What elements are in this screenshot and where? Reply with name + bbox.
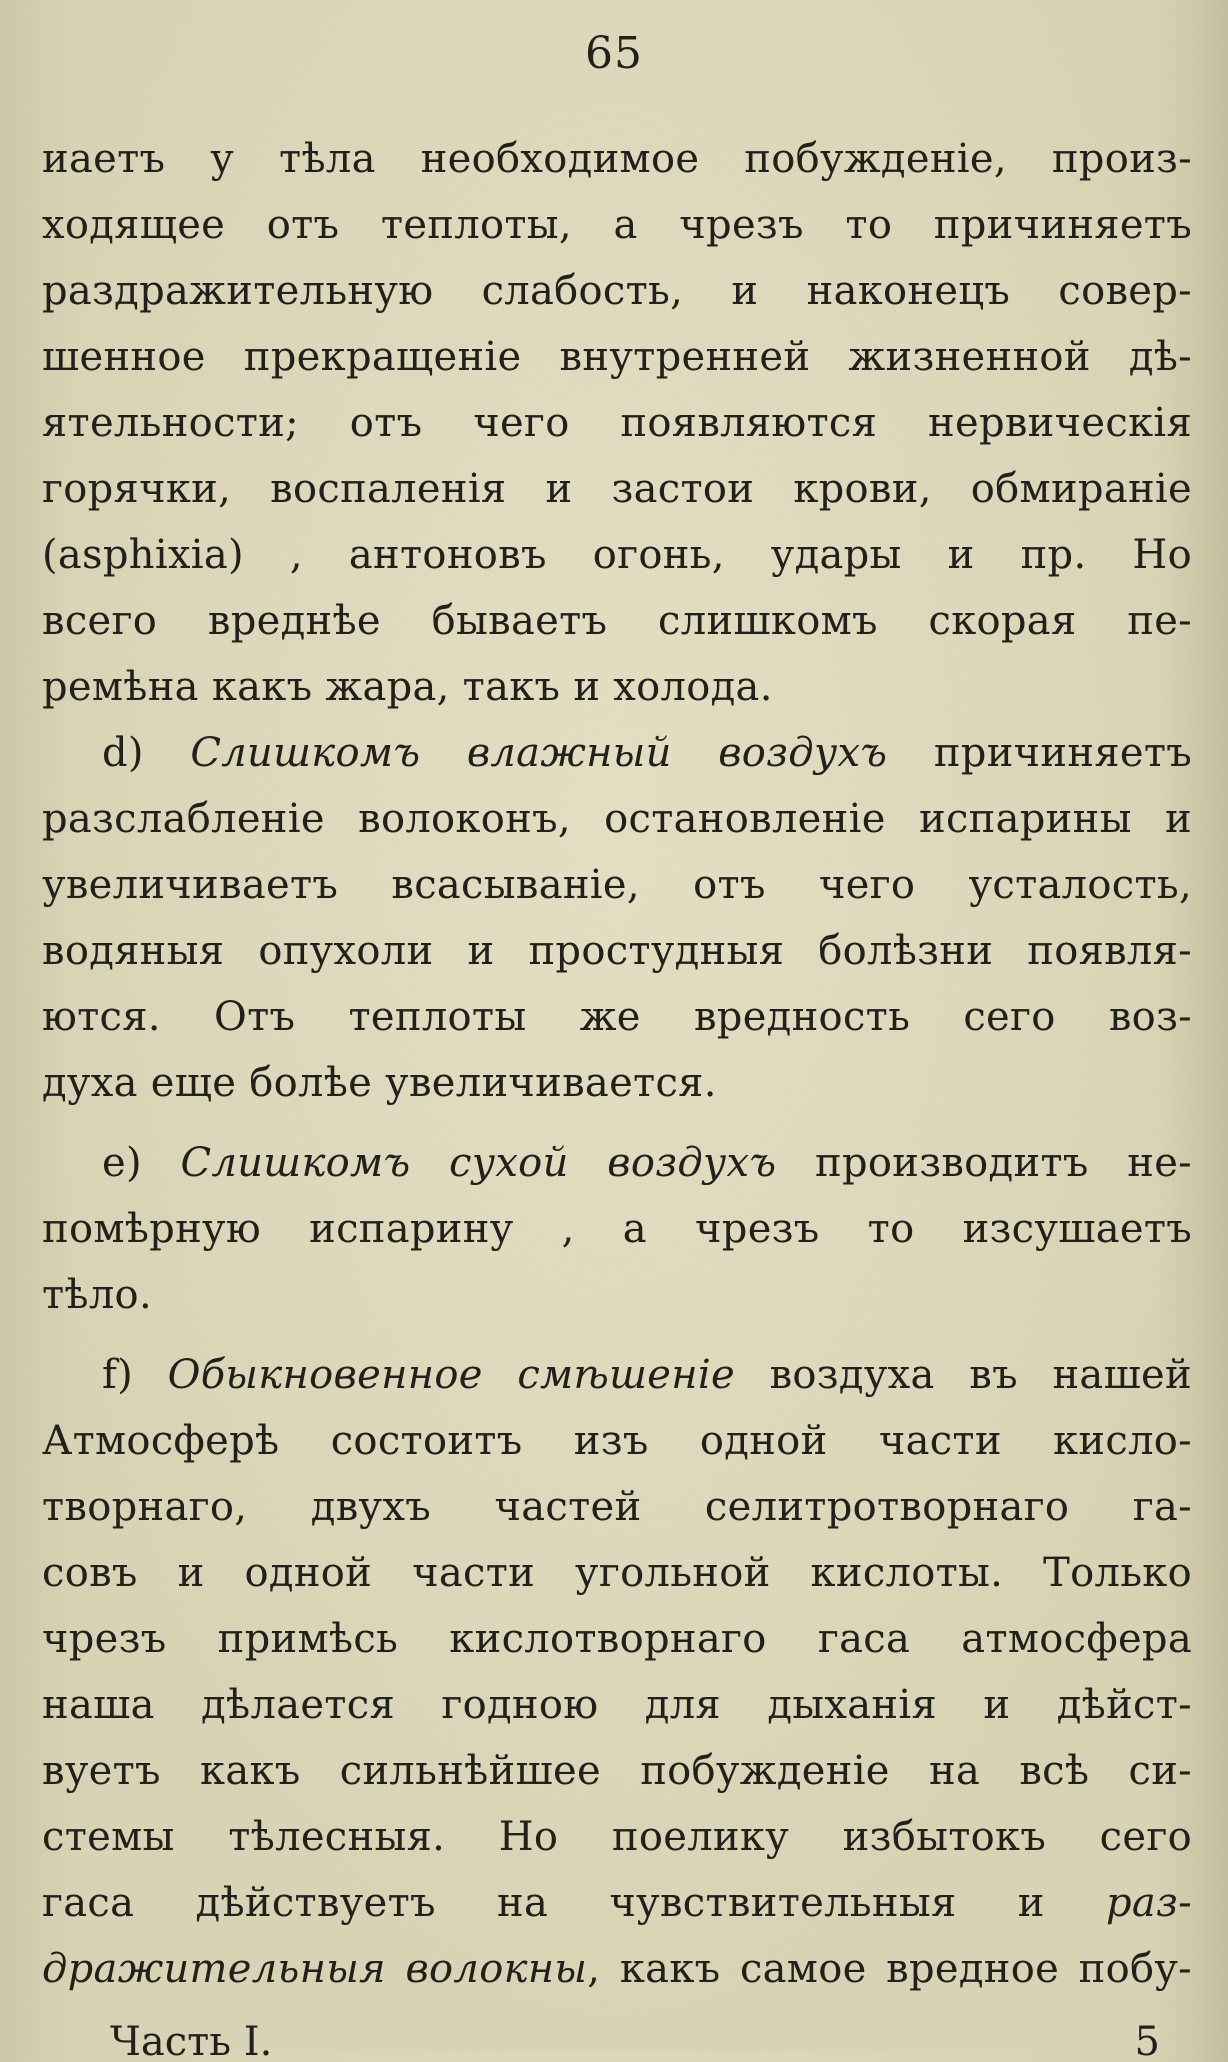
text-line: f) Обыкновенное смѣшеніе воздуха въ нашей — [102, 1352, 1192, 1398]
text-line: совъ и одной части угольной кислоты. Только — [42, 1550, 1192, 1596]
text-line: d) Слишкомъ влажный воздухъ причиняетъ — [102, 730, 1192, 776]
text-line: ходящее отъ теплоты, а чрезъ то причиняетъ — [42, 202, 1192, 248]
text-line: Атмосферѣ состоитъ изъ одной части кисло- — [42, 1418, 1192, 1464]
text-line: увеличиваетъ всасываніе, отъ чего усталость, — [42, 862, 1192, 908]
text-line: горячки, воспаленія и застои крови, обмираніе — [42, 466, 1192, 512]
text-line: помѣрную испарину , а чрезъ то изсушаетъ — [42, 1206, 1192, 1252]
page-number: 65 — [585, 28, 643, 79]
text-line: ремѣна какъ жара, такъ и холода. — [42, 664, 773, 710]
italic-term: Обыкновенное смѣшеніе — [167, 1352, 735, 1398]
italic-term: раз- — [1106, 1880, 1192, 1926]
page-footer — [110, 2022, 1160, 2062]
text-line: всего вреднѣе бываетъ слишкомъ скорая пе- — [42, 598, 1192, 644]
text-line: дражительныя волокны, какъ самое вредное побу- — [42, 1946, 1192, 1992]
text-line: ятельности; отъ чего появляются нервическія — [42, 400, 1192, 446]
text-line: духа еще болѣе увеличивается. — [42, 1060, 717, 1106]
text-line: гаса дѣйствуетъ на чувствительныя и раз- — [42, 1880, 1192, 1926]
italic-term: Слишкомъ сухой воздухъ — [180, 1140, 777, 1186]
text-line: e) Слишкомъ сухой воздухъ производитъ не- — [102, 1140, 1192, 1186]
text-line: наша дѣлается годною для дыханія и дѣйст- — [42, 1682, 1192, 1728]
text-line: стемы тѣлесныя. Но поелику избытокъ сего — [42, 1814, 1192, 1860]
italic-term: дражительныя волокны — [42, 1946, 588, 1992]
signature-mark: 5 — [1134, 2022, 1160, 2062]
text-line: шенное прекращеніе внутренней жизненной дѣ- — [42, 334, 1192, 380]
text-line: ются. Отъ теплоты же вредность сего воз- — [42, 994, 1192, 1040]
text-line: чрезъ примѣсь кислотворнаго гаса атмосфера — [42, 1616, 1192, 1662]
text-line: иаетъ у тѣла необходимое побужденіе, произ- — [42, 136, 1192, 182]
text-line: творнаго, двухъ частей селитротворнаго га- — [42, 1484, 1192, 1530]
text-line: тѣло. — [42, 1272, 152, 1318]
text-line: разслабленіе волоконъ, остановленіе испарины и — [42, 796, 1192, 842]
text-line: (asphixia) , антоновъ огонь, удары и пр. Но — [42, 532, 1192, 578]
body-text — [42, 126, 1192, 2002]
part-label: Часть I. — [110, 2022, 273, 2062]
text-line: вуетъ какъ сильнѣйшее побужденіе на всѣ си- — [42, 1748, 1192, 1794]
text-line: водяныя опухоли и простудныя болѣзни появля- — [42, 928, 1192, 974]
text-line: раздражительную слабость, и наконецъ совер- — [42, 268, 1192, 314]
italic-term: Слишкомъ влажный воздухъ — [190, 730, 888, 776]
